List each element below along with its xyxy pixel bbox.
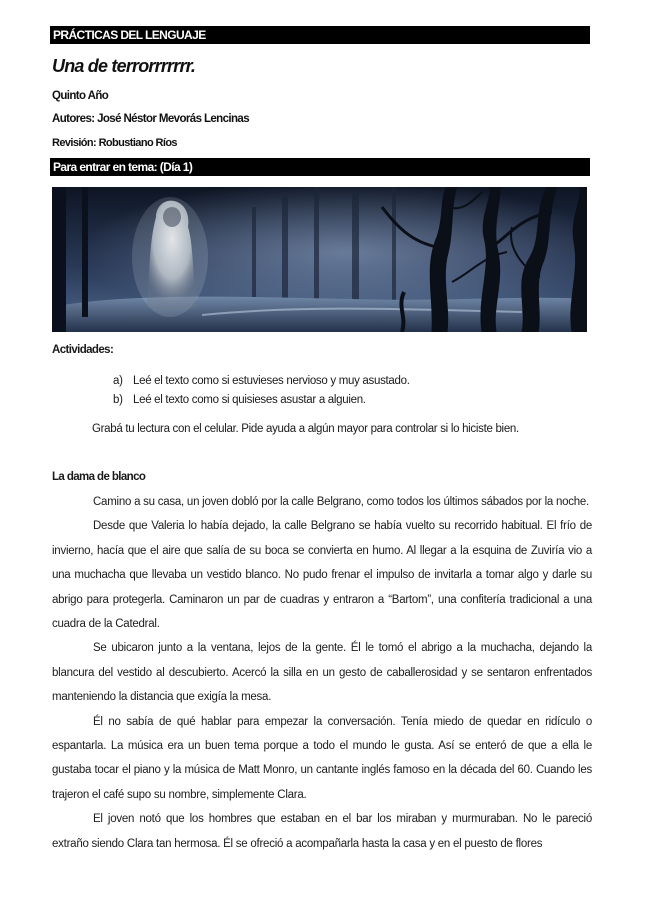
list-item: [113, 391, 410, 410]
list-marker: a): [113, 375, 123, 387]
list-item-text: Leé el texto como si quisieses asustar a alguien.: [133, 394, 366, 406]
story-paragraph: Se ubicaron junto a la ventana, lejos de la gente. Él le tomó el abrigo a la muchacha, dejando la blancura del vestido al descubierto. Acercó la silla en un gesto de caballerosidad y se sentaron enfrentados manteniendo la distancia que exigía la mesa.: [52, 642, 592, 704]
story-paragraph: Camino a su casa, un joven dobló por la calle Belgrano, como todos los últimos sábados por la noche.: [93, 496, 589, 508]
revision-label: Revisión: Robustiano Ríos: [52, 137, 177, 149]
activities-heading: Actividades:: [52, 344, 114, 356]
list-item-text: Leé el texto como si estuvieses nervioso y muy asustado.: [133, 375, 410, 387]
list-marker: b): [113, 394, 123, 406]
authors-label: Autores: José Néstor Mevorás Lencinas: [52, 113, 250, 125]
story-body: [52, 490, 592, 856]
story-paragraph: Desde que Valeria lo había dejado, la calle Belgrano se había vuelto su recorrido habitual. El frío de invierno, hacía que el aire que salía de su boca se convierta en humo. Al llegar a la esquina de Zuviría vio a una muchacha que llevaba un vestido blanco. No pudo frenar el impulso de invitarla a tomar algo y darle su abrigo para protegerla. Caminaron un par de cuadras y entraron a “Bartom”, una confitería tradicional a una cuadra de la Catedral.: [52, 520, 592, 631]
ghost-forest-image: [52, 187, 587, 332]
story-paragraph: Él no sabía de qué hablar para empezar la conversación. Tenía miedo de quedar en ridículo o espantarla. La música era un buen tema porque a todo el mundo le gusta. Así se enteró de que a ella le gustaba tocar el piano y la música de Matt Monro, un cantante inglés famoso en la década del 60. Cuando les trajeron el café supo su nombre, simplemente Clara.: [52, 715, 592, 801]
document-title: Una de terrorrrrrrr.: [52, 56, 196, 76]
grade-label: Quinto Año: [52, 90, 109, 102]
list-item: [113, 372, 410, 391]
activities-list: [113, 372, 410, 410]
story-paragraph: El joven notó que los hombres que estaban en el bar los miraban y murmuraban. No le pareció extraño siendo Clara tan hermosa. Él se ofreció a acompañarla hasta la casa y en el puesto de flores: [52, 813, 592, 850]
recording-instruction: Grabá tu lectura con el celular. Pide ayuda a algún mayor para controlar si lo hiciste bien.: [92, 423, 519, 435]
story-title: La dama de blanco: [52, 471, 146, 483]
section-header-bar: Para entrar en tema: (Día 1): [50, 158, 590, 176]
subject-header-bar: PRÁCTICAS DEL LENGUAJE: [50, 26, 590, 44]
